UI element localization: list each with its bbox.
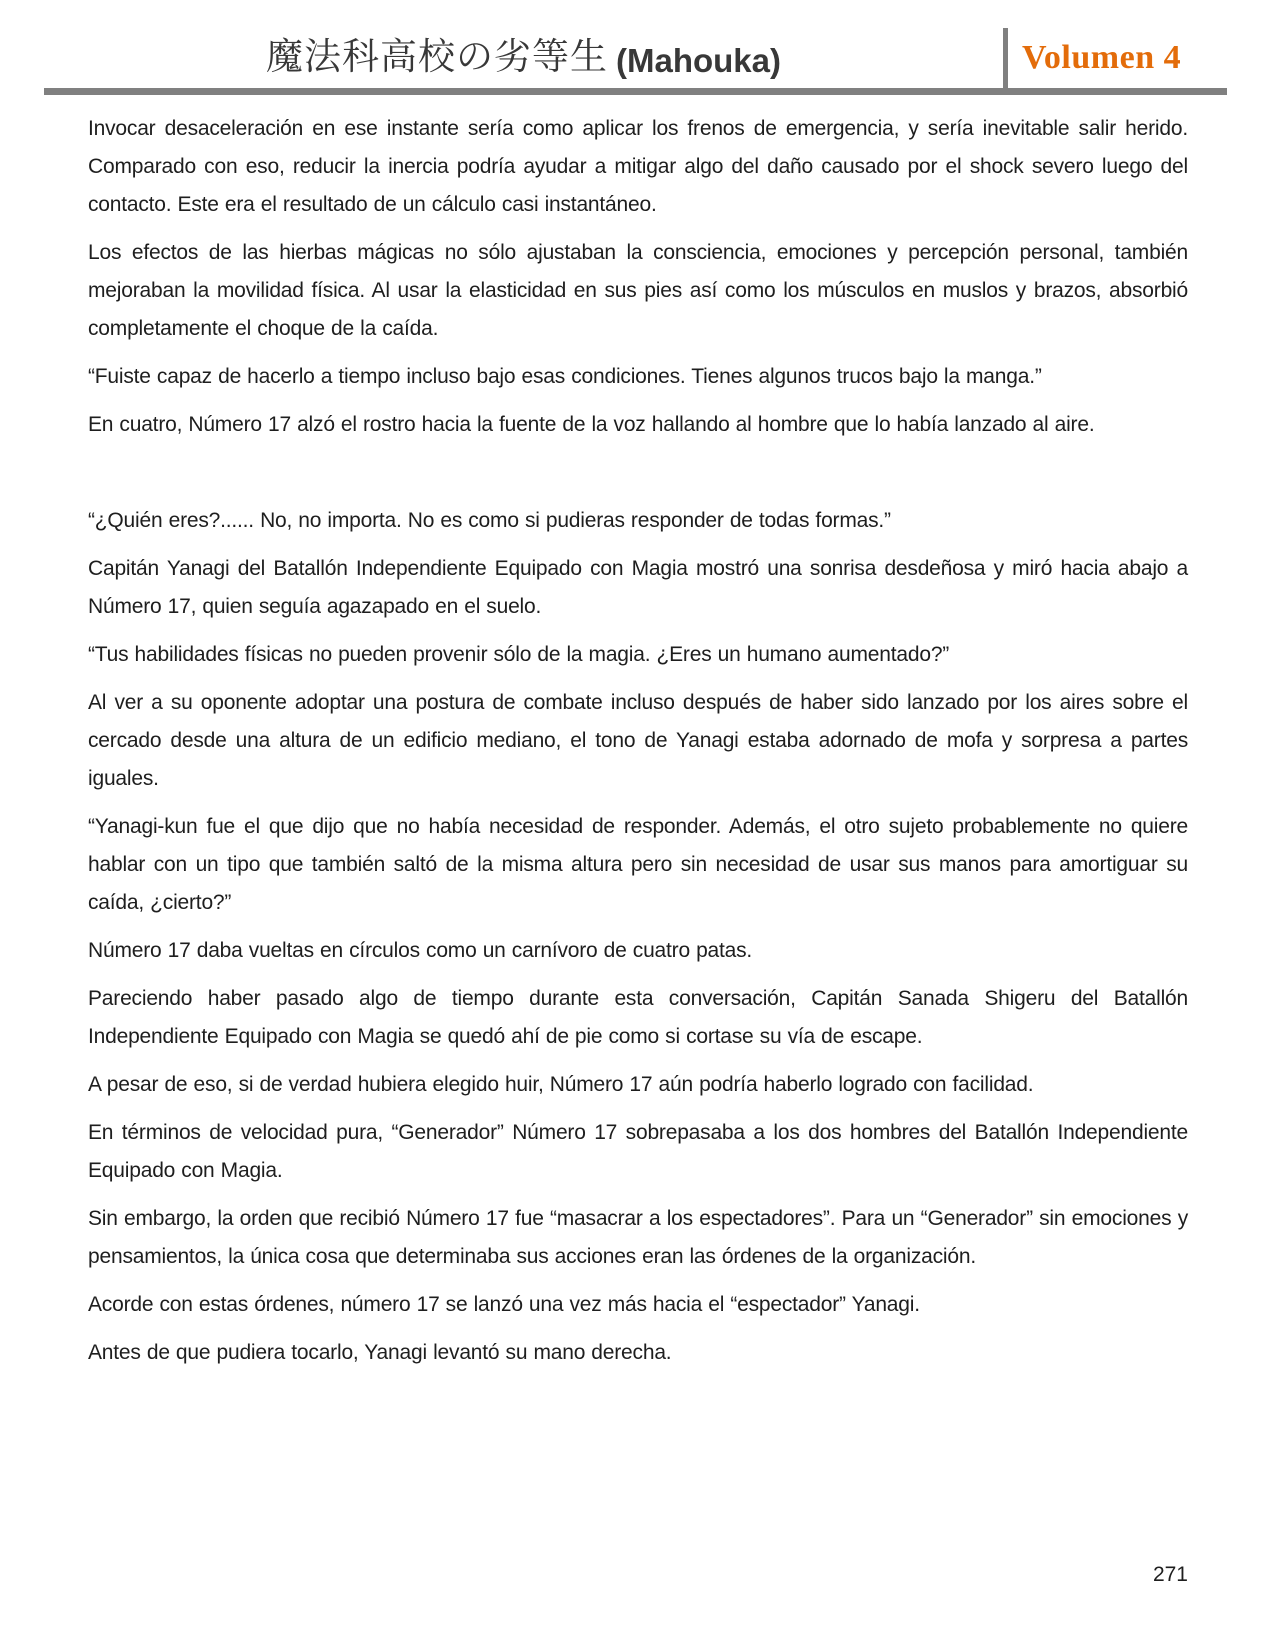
paragraph: En cuatro, Número 17 alzó el rostro hacia la fuente de la voz hallando al hombre que lo había lanzado al aire. [88,413,1095,436]
paragraph: “Yanagi-kun fue el que dijo que no había necesidad de responder. Además, el otro sujeto probablemente no quiere hablar con un tipo que también saltó de la misma altura pero sin necesidad de usar sus manos para amortiguar su caída, ¿cierto?” [88,815,1188,914]
series-title-latin: (Mahouka) [616,42,781,79]
header-title-cell [44,0,1003,88]
page-number: 271 [1152,1563,1188,1586]
paragraph: “Tus habilidades físicas no pueden provenir sólo de la magia. ¿Eres un humano aumentado?” [88,643,950,666]
paragraph: A pesar de eso, si de verdad hubiera elegido huir, Número 17 aún podría haberlo logrado con facilidad. [88,1073,1034,1096]
paragraph: Capitán Yanagi del Batallón Independiente Equipado con Magia mostró una sonrisa desdeñosa y miró hacia abajo a Número 17, quien seguía agazapado en el suelo. [88,557,1188,618]
paragraph: Número 17 daba vueltas en círculos como un carnívoro de cuatro patas. [88,939,753,962]
paragraph: Antes de que pudiera tocarlo, Yanagi levantó su mano derecha. [88,1341,672,1364]
paragraph: En términos de velocidad pura, “Generador” Número 17 sobrepasaba a los dos hombres del Batallón Independiente Equipado con Magia. [88,1121,1188,1182]
paragraph: Acorde con estas órdenes, número 17 se lanzó una vez más hacia el “espectador” Yanagi. [88,1293,920,1316]
paragraph: Sin embargo, la orden que recibió Número 17 fue “masacrar a los espectadores”. Para un “Generador” sin emociones y pensamientos, la única cosa que determinaba sus acciones eran las órdenes de la organización. [88,1207,1188,1268]
body-text [88,110,1188,1382]
page-header [44,0,1227,95]
header-volume-cell [1003,28,1227,88]
paragraph: Al ver a su oponente adoptar una postura de combate incluso después de haber sido lanzado por los aires sobre el cercado desde una altura de un edificio mediano, el tono de Yanagi estaba adornado de mofa y sorpresa a partes iguales. [88,691,1188,790]
paragraph: “¿Quién eres?...... No, no importa. No es como si pudieras responder de todas formas.” [88,509,891,532]
paragraph: Pareciendo haber pasado algo de tiempo durante esta conversación, Capitán Sanada Shigeru del Batallón Independiente Equipado con Magia se quedó ahí de pie como si cortase su vía de escape. [88,987,1188,1048]
volume-label: Volumen 4 [1022,39,1182,76]
paragraph: Los efectos de las hierbas mágicas no sólo ajustaban la consciencia, emociones y percepción personal, también mejoraban la movilidad física. Al usar la elasticidad en sus pies así como los músculos en muslos y brazos, absorbió completamente el choque de la caída. [88,241,1188,340]
paragraph: “Fuiste capaz de hacerlo a tiempo incluso bajo esas condiciones. Tienes algunos trucos bajo la manga.” [88,365,1042,388]
paragraph: Invocar desaceleración en ese instante sería como aplicar los frenos de emergencia, y sería inevitable salir herido. Comparado con eso, reducir la inercia podría ayudar a mitigar algo del daño causado por el shock severo luego del contacto. Este era el resultado de un cálculo casi instantáneo. [88,117,1188,216]
series-title-japanese: 魔法科高校の劣等生 [266,35,608,78]
blank-line [88,454,1188,492]
